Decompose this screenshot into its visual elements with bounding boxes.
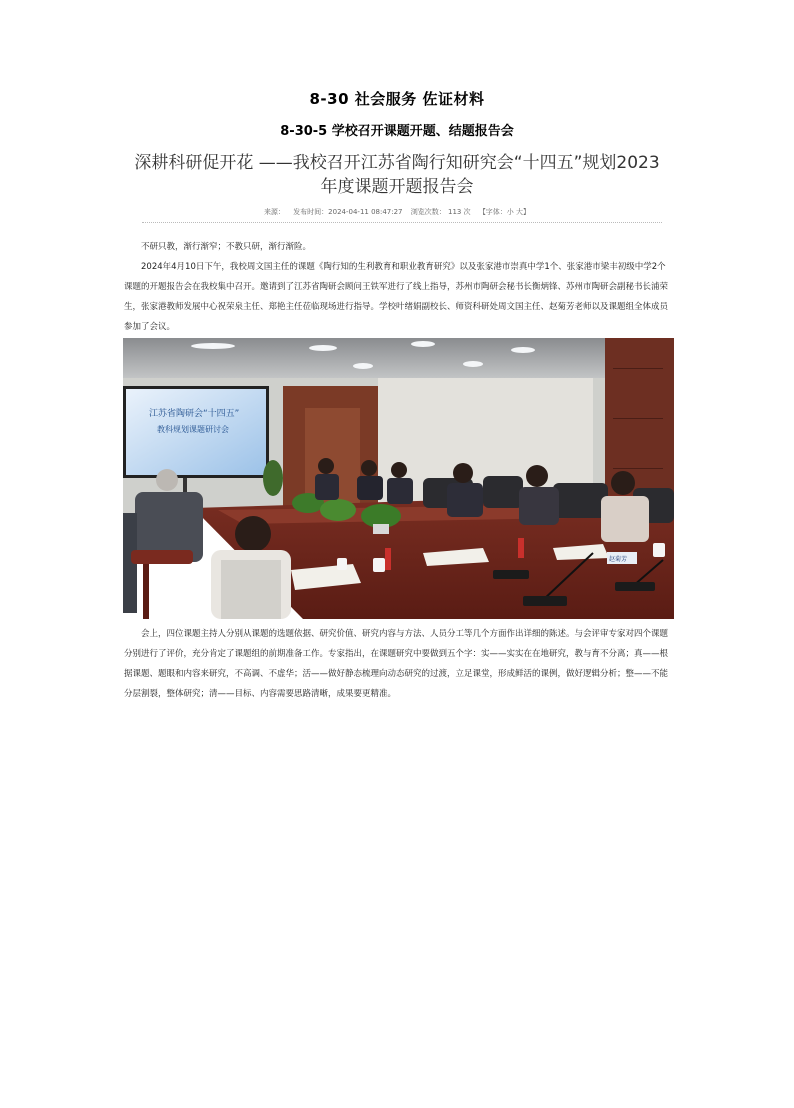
nameplate-text: 赵菊芳 [609, 556, 628, 563]
paragraph-3: 会上，四位课题主持人分别从课题的选题依据、研究价值、研究内容与方法、人员分工等几个方面作出详细的陈述。与会评审专家对四个课题分别进行了评价，充分肯定了课题组的前期准备工作。专家指出，在课题研究中要做到五个字：实——实实在在地研究，教与育不分离；真——根据课题、题眼和内容来研究，不高调、不虚华；活——做好静态梳理向动态研究的过渡，立足课堂，形成鲜活的课例，做好逻辑分析；整——不能分层割裂，整体研究；清——目标、内容需要思路清晰，成果要更精准。 [124, 629, 669, 699]
meta-font-size[interactable]: 【字体：小 大】 [478, 208, 531, 216]
article-meta [0, 207, 794, 217]
paragraph-2: 2024年4月10日下午，我校周文国主任的课题《陶行知的生利教育和职业教育研究》以及张家港市崇真中学1个、张家港市梁丰初级中学2个课题的开题报告会在我校集中召开。邀请到了江苏省陶研会顾问王铁军进行了线上指导，苏州市陶研会秘书长衡炳锋、苏州市陶研会副秘书长浦荣生，张家港教师发展中心祝荣泉主任、郑艳主任莅临现场进行指导。学校叶绪娟副校长、师资科研处周文国主任、赵菊芳老师以及课题组全体成员参加了会议。 [124, 262, 669, 332]
meta-views: 浏览次数： 113 次 [410, 208, 471, 216]
paragraph-1: 不研只教，渐行渐窄；不教只研，渐行渐险。 [141, 242, 312, 252]
screen-text-line2: 教科规划课题研讨会 [157, 425, 229, 434]
meta-divider [142, 222, 662, 223]
article-title: 深耕科研促开花 ——我校召开江苏省陶行知研究会“十四五”规划2023年度课题开题报告会 [134, 153, 660, 197]
section-subtitle: 8-30-5 学校召开课题开题、结题报告会 [280, 124, 514, 139]
meta-published: 发布时间：2024-04-11 08:47:27 [293, 208, 403, 216]
meeting-photo [123, 338, 674, 619]
meta-source: 来源： [263, 208, 285, 216]
screen-text-line1: 江苏省陶研会“十四五” [149, 409, 240, 419]
page-title: 8-30 社会服务 佐证材料 [309, 90, 485, 108]
